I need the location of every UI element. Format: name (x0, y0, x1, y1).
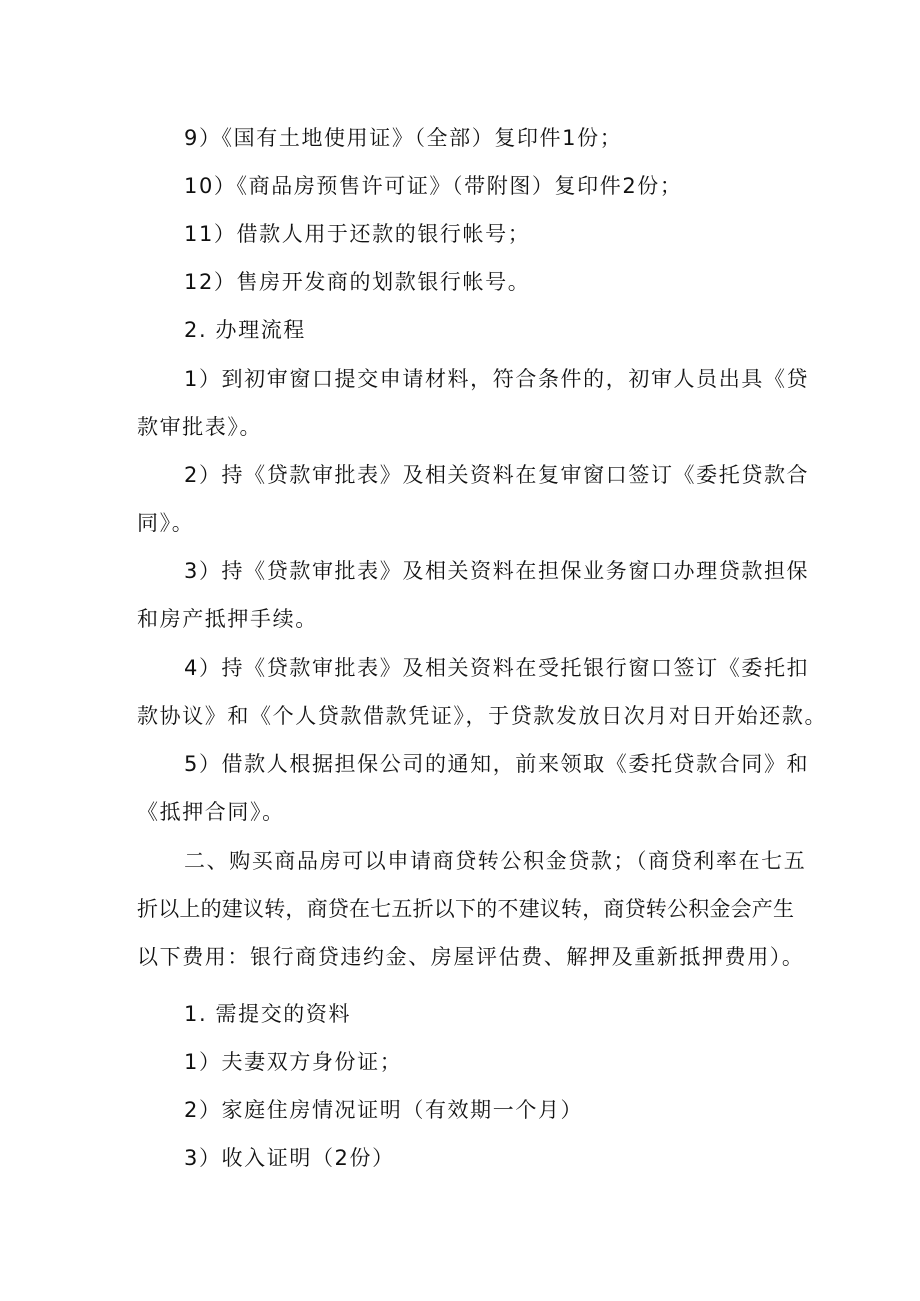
paragraph-line: 二、购买商品房可以申请商贷转公积金贷款；（商贷利率在七五 (184, 849, 807, 873)
list-item: 1）夫妻双方身份证； (184, 1050, 403, 1074)
list-item: 2）家庭住房情况证明（有效期一个月） (184, 1098, 584, 1122)
list-item: 10）《商品房预售许可证》（带附图）复印件2份； (184, 174, 683, 198)
paragraph-line: 2）持《贷款审批表》及相关资料在复审窗口签订《委托贷款合 (184, 463, 810, 487)
paragraph-line: 1）到初审窗口提交申请材料，符合条件的，初审人员出具《贷 (184, 367, 810, 391)
section-heading: 1. 需提交的资料 (184, 1002, 352, 1026)
paragraph-line: 和房产抵押手续。 (137, 607, 318, 631)
paragraph-line: 5）借款人根据担保公司的通知，前来领取《委托贷款合同》和 (184, 752, 810, 776)
paragraph-line: 款协议》和《个人贷款借款凭证》，于贷款发放日次月对日开始还款。 (137, 704, 828, 728)
list-item: 9）《国有土地使用证》（全部）复印件1份； (184, 126, 623, 150)
paragraph-line: 3）持《贷款审批表》及相关资料在担保业务窗口办理贷款担保 (184, 559, 810, 583)
paragraph-line: 同》。 (137, 511, 195, 535)
list-item: 11）借款人用于还款的银行帐号； (184, 222, 531, 246)
list-item: 3）收入证明（2份） (184, 1146, 395, 1170)
paragraph-line: 4）持《贷款审批表》及相关资料在受托银行窗口签订《委托扣 (184, 656, 810, 680)
paragraph-line: 折以上的建议转，商贷在七五折以下的不建议转，商贷转公积金会产生 (137, 897, 795, 921)
section-heading: 2. 办理流程 (184, 318, 306, 342)
paragraph-line: 《抵押合同》。 (137, 800, 285, 824)
paragraph-line: 款审批表》。 (137, 415, 263, 439)
list-item: 12）售房开发商的划款银行帐号。 (184, 270, 531, 294)
paragraph-line: 以下费用：银行商贷违约金、房屋评估费、解押及重新抵押费用）。 (137, 945, 805, 969)
